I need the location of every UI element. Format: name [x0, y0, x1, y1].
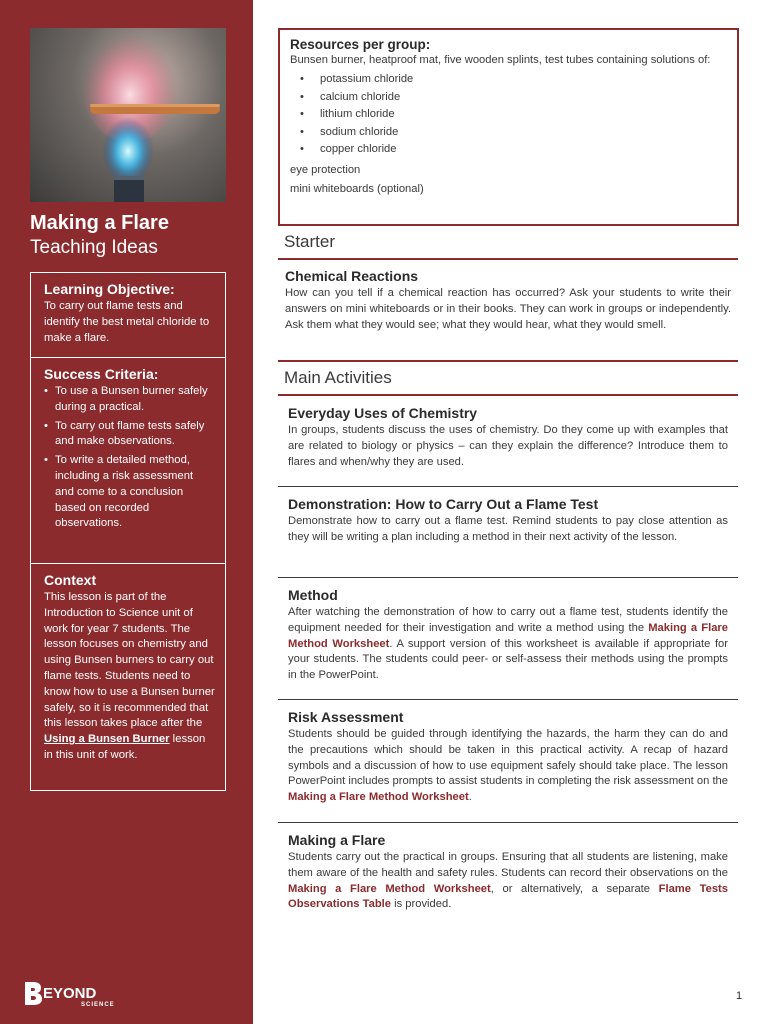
flare-text-part: , or alternatively, a separate: [490, 882, 659, 895]
success-criteria-list: [44, 384, 215, 532]
risk-text-part: .: [468, 791, 472, 804]
resource-item: • copper chloride: [310, 141, 727, 159]
success-criteria-item: • To carry out flame tests safely and make observations.: [44, 419, 215, 451]
success-criteria-box: [30, 357, 226, 564]
bunsen-flame-photo: [30, 28, 226, 202]
risk-assessment-block: [278, 709, 738, 806]
demonstration-block: [278, 496, 738, 546]
context-heading: Context: [44, 572, 97, 588]
method-text-part: . A support version of this worksheet is available if appropriate for your students. The students could peer- or self-assess their methods using the prompts in the PowerPoint.: [288, 637, 728, 682]
learning-objective-box: [30, 272, 226, 358]
resource-item: • potassium chloride: [310, 71, 727, 89]
everyday-uses-title: Everyday Uses of Chemistry: [288, 405, 478, 421]
resources-list: [290, 71, 727, 159]
starter-text: How can you tell if a chemical reaction has occurred? Ask your students to write their answers on mini whiteboards or in their books. They can work in groups or independently. Ask them what they would see; what they would hear, what they would smell.: [285, 287, 731, 331]
making-flare-text: [288, 850, 728, 913]
learning-objective-heading: Learning Objective:: [44, 281, 175, 297]
risk-assessment-text: [288, 727, 728, 806]
context-text-part: lesson in this unit of work.: [44, 733, 206, 761]
context-text-part: This lesson is part of the Introduction to Science unit of work for year 7 students. The lesson focuses on chemistry and using Bunsen burners to carry out flame tests. Students need to know how to use a Bunsen burner safely, so it is recommended that this lesson takes place after the: [44, 591, 215, 730]
demonstration-title: Demonstration: How to Carry Out a Flame Test: [288, 496, 599, 512]
context-text: [44, 590, 215, 764]
flare-text-part: Students carry out the practical in groups. Ensuring that all students are listening, make them aware of the health and safety rules. Students can record their observations on the: [288, 851, 728, 879]
section-divider: [278, 822, 738, 823]
section-divider: [278, 360, 738, 362]
everyday-uses-text: In groups, students discuss the uses of chemistry. Do they come up with examples that are related to biology or physics – can they explain the difference? Introduce them to flares and when/why they are used.: [288, 424, 728, 468]
learning-objective-text: To carry out flame tests and identify the best metal chloride to make a flare.: [44, 300, 210, 344]
flare-text-part: is provided.: [391, 898, 452, 911]
starter-heading: Starter: [278, 230, 738, 260]
method-text-part: After watching the demonstration of how to carry out a flame test, students identify the equipment needed for their investigation and write a method using the: [288, 606, 728, 634]
resource-extra: eye protection: [290, 163, 361, 176]
sidebar: [0, 0, 253, 1024]
method-worksheet-link[interactable]: Making a Flare Method Worksheet: [288, 621, 728, 650]
flame-test-illustration: [30, 28, 226, 202]
success-criteria-item: • To use a Bunsen burner safely during a practical.: [44, 384, 215, 416]
demonstration-text: Demonstrate how to carry out a flame test. Remind students to pay close attention as they will be writing a plan including a method in their next activity of the lesson.: [288, 515, 728, 543]
method-title: Method: [288, 587, 338, 603]
section-divider: [278, 486, 738, 487]
making-flare-title: Making a Flare: [288, 832, 386, 848]
starter-block: [278, 268, 738, 333]
method-block: [278, 587, 738, 684]
logo-word: EYOND: [43, 985, 97, 1002]
beyond-science-logo: [23, 980, 123, 1015]
resources-box: [278, 28, 739, 226]
main-activities-heading: Main Activities: [278, 366, 738, 396]
lesson-title: Making a Flare: [30, 212, 169, 234]
section-divider: [278, 699, 738, 700]
risk-text-part: Students should be guided through identifying the hazards, the harm they can do and the precautions which should be taken in this practical activity. A recap of hazard symbols and a discussion of how to use equipment safely should take place. The lesson PowerPoint includes prompts to assist students in completing the risk assessment on the: [288, 728, 728, 788]
resources-heading: Resources per group:: [290, 37, 431, 52]
beyond-logo-mark: [23, 980, 123, 1010]
success-criteria-heading: Success Criteria:: [44, 366, 159, 382]
context-box: [30, 563, 226, 791]
everyday-uses-block: [278, 405, 738, 470]
success-criteria-item: • To write a detailed method, including a risk assessment and come to a conclusion based on recorded observations.: [44, 453, 215, 532]
method-text: [288, 605, 728, 684]
logo-sub: SCIENCE: [81, 1002, 115, 1008]
resource-extra: mini whiteboards (optional): [290, 182, 424, 195]
lesson-subtitle: Teaching Ideas: [30, 237, 158, 258]
observations-table-link[interactable]: Flame Tests Observations Table: [288, 882, 728, 911]
resources-intro: Bunsen burner, heatproof mat, five wooden splints, test tubes containing solutions of:: [290, 54, 711, 66]
section-divider: [278, 577, 738, 578]
making-flare-block: [278, 832, 738, 913]
using-bunsen-burner-link[interactable]: Using a Bunsen Burner: [44, 733, 170, 746]
risk-worksheet-link[interactable]: Making a Flare Method Worksheet: [288, 791, 469, 804]
resource-item: • calcium chloride: [310, 89, 727, 107]
page-number: 1: [736, 990, 743, 1002]
resource-item: • sodium chloride: [310, 124, 727, 142]
starter-title: Chemical Reactions: [285, 268, 419, 284]
resource-item: • lithium chloride: [310, 106, 727, 124]
risk-assessment-title: Risk Assessment: [288, 709, 404, 725]
flare-worksheet-link[interactable]: Making a Flare Method Worksheet: [288, 882, 491, 895]
